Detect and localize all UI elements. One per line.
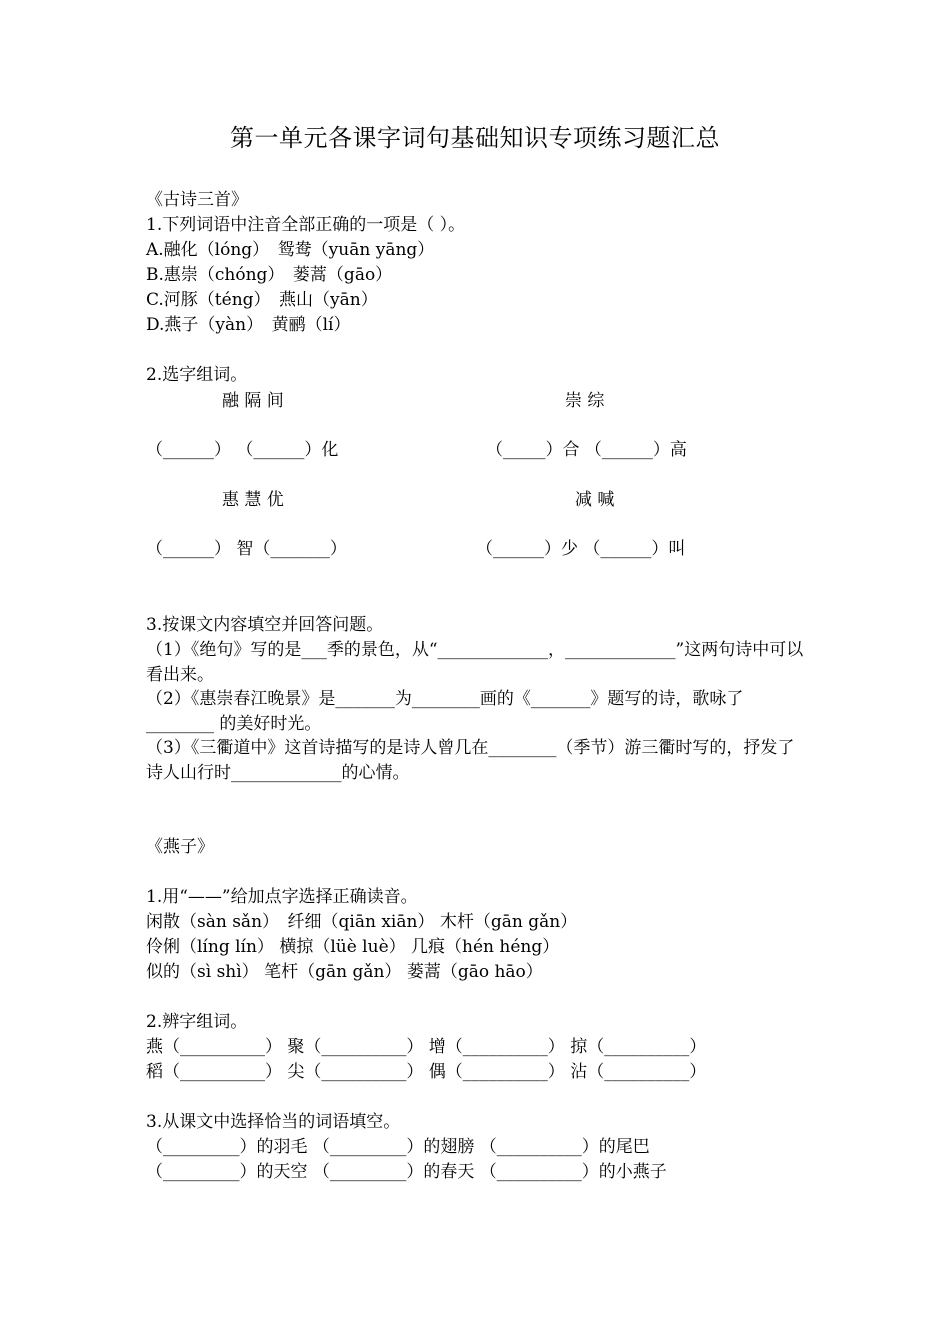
question-stem: 2.辨字组词。: [146, 1012, 248, 1032]
fill-blank-row: 稻（__________） 尖（__________） 偶（__________） 沾（__________）: [146, 1062, 707, 1082]
option-d: D.燕子（yàn） 黄鹂（lí）: [146, 315, 351, 335]
fill-blank-row: （_________）的天空 （_________）的春天 （__________）的小燕子: [146, 1162, 667, 1182]
char-group: 崇 综: [565, 391, 605, 411]
char-group: 融 隔 间: [222, 391, 284, 411]
question-part: （3）《三衢道中》这首诗描写的是诗人曾几在________（季节）游三衢时写的，抒发了诗人山行时_____________的心情。: [146, 738, 795, 783]
option-b: B.惠崇（chóng） 蒌蒿（gāo）: [146, 265, 393, 285]
fill-blank-row: （______） （______）化: [146, 440, 339, 460]
question-stem: 1.用“——”给加点字选择正确读音。: [146, 887, 418, 907]
option-c: C.河豚（téng） 燕山（yān）: [146, 290, 378, 310]
pinyin-row: 伶俐（líng lín） 横掠（lüè luè） 几痕（hén héng）: [146, 937, 560, 957]
char-group: 减 喊: [575, 490, 615, 510]
option-a: A.融化（lóng） 鸳鸯（yuān yāng）: [146, 240, 435, 260]
question-stem: 1.下列词语中注音全部正确的一项是（ ）。: [146, 215, 466, 235]
question-stem: 2.选字组词。: [146, 365, 248, 385]
page-title: 第一单元各课字词句基础知识专项练习题汇总: [230, 124, 720, 152]
section-heading-swallow: 《燕子》: [146, 837, 214, 857]
section-heading-ancient-poems: 《古诗三首》: [146, 190, 248, 210]
fill-blank-row: 燕（__________） 聚（__________） 增（__________） 掠（__________）: [146, 1037, 707, 1057]
fill-blank-row: （______）少 （______）叫: [476, 539, 686, 559]
pinyin-row: 似的（sì shì） 笔杆（gān gǎn） 蒌蒿（gāo hāo）: [146, 962, 543, 982]
pinyin-row: 闲散（sàn sǎn） 纤细（qiān xiān） 木杆（gān gǎn）: [146, 912, 578, 932]
fill-blank-row: （______） 智（_______）: [146, 539, 347, 559]
question-stem: 3.按课文内容填空并回答问题。: [146, 615, 384, 635]
fill-blank-row: （_________）的羽毛 （_________）的翅膀 （__________）的尾巴: [146, 1137, 650, 1157]
char-group: 惠 慧 优: [222, 490, 284, 510]
question-part: （1）《绝句》写的是___季的景色，从“_____________，_____________”这两句诗中可以看出来。: [146, 640, 804, 685]
question-part: （2）《惠崇春江晚景》是_______为________画的《_______》题写的诗，歌咏了________ 的美好时光。: [146, 689, 744, 734]
fill-blank-row: （_____）合 （______）高: [486, 440, 687, 460]
question-stem: 3.从课文中选择恰当的词语填空。: [146, 1112, 401, 1132]
